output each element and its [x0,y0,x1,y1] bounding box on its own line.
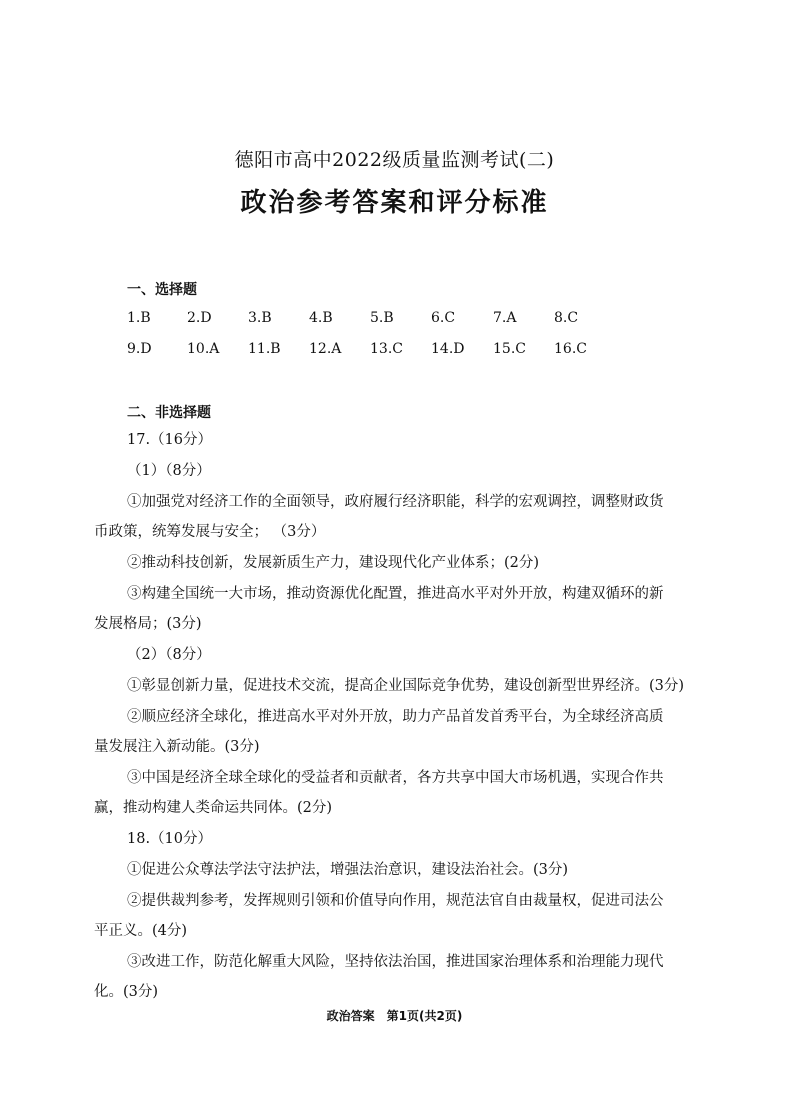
question-18-label: 18.（10分） [127,831,213,847]
answer-line: ②推动科技创新，发展新质生产力，建设现代化产业体系；(2分) [127,555,540,571]
question-17-part2-label: （2）（8分） [127,647,211,663]
mcq-answer: 15.C [493,341,526,357]
answer-line: 量发展注入新动能。(3分) [94,739,260,755]
answer-line: 化。(3分) [94,984,159,1000]
mcq-answer: 3.B [248,310,272,326]
mcq-answer: 2.D [187,310,212,326]
mcq-answer: 9.D [127,341,152,357]
answer-line: ①彰显创新力量，促进技术交流，提高企业国际竞争优势，建设创新型世界经济。(3分) [127,678,685,694]
mcq-answer: 5.B [370,310,394,326]
answer-line: ②顺应经济全球化，推进高水平对外开放，助力产品首发首秀平台，为全球经济高质 [127,709,664,725]
mcq-answer: 1.B [127,310,151,326]
mcq-answer: 10.A [187,341,220,357]
mcq-answer: 16.C [554,341,587,357]
exam-title: 德阳市高中2022级质量监测考试(二) [234,149,555,171]
answer-line: 赢，推动构建人类命运共同体。(2分) [94,800,333,816]
document-title: 政治参考答案和评分标准 [240,188,549,218]
mcq-answer: 12.A [309,341,342,357]
mcq-answer: 8.C [554,310,579,326]
answer-line: ③中国是经济全球全球化的受益者和贡献者，各方共享中国大市场机遇，实现合作共 [127,770,664,786]
answer-line: 平正义。(4分) [94,923,188,939]
mcq-answer: 11.B [248,341,281,357]
mcq-answer: 13.C [370,341,403,357]
question-17-part1-label: （1）（8分） [127,463,211,479]
answer-line: ①促进公众尊法学法守法护法，增强法治意识，建设法治社会。(3分) [127,862,569,878]
section-heading-choice: 一、选择题 [127,282,197,298]
answer-line: 币政策，统筹发展与安全； （3分） [94,524,326,540]
section-heading-nonchoice: 二、非选择题 [127,405,211,421]
question-17-label: 17.（16分） [127,432,213,448]
mcq-answer: 4.B [309,310,333,326]
mcq-answer: 14.D [431,341,465,357]
mcq-answer: 6.C [431,310,456,326]
answer-line: ③构建全国统一大市场，推动资源优化配置，推进高水平对外开放，构建双循环的新 [127,586,664,602]
answer-line: ①加强党对经济工作的全面领导，政府履行经济职能，科学的宏观调控，调整财政货 [127,494,664,510]
answer-line: ②提供裁判参考，发挥规则引领和价值导向作用，规范法官自由裁量权，促进司法公 [127,893,664,909]
mcq-answer: 7.A [493,310,517,326]
page-footer: 政治答案 第1页(共2页) [326,1009,463,1023]
answer-line: 发展格局；(3分) [94,616,202,632]
answer-line: ③改进工作，防范化解重大风险，坚持依法治国，推进国家治理体系和治理能力现代 [127,954,664,970]
